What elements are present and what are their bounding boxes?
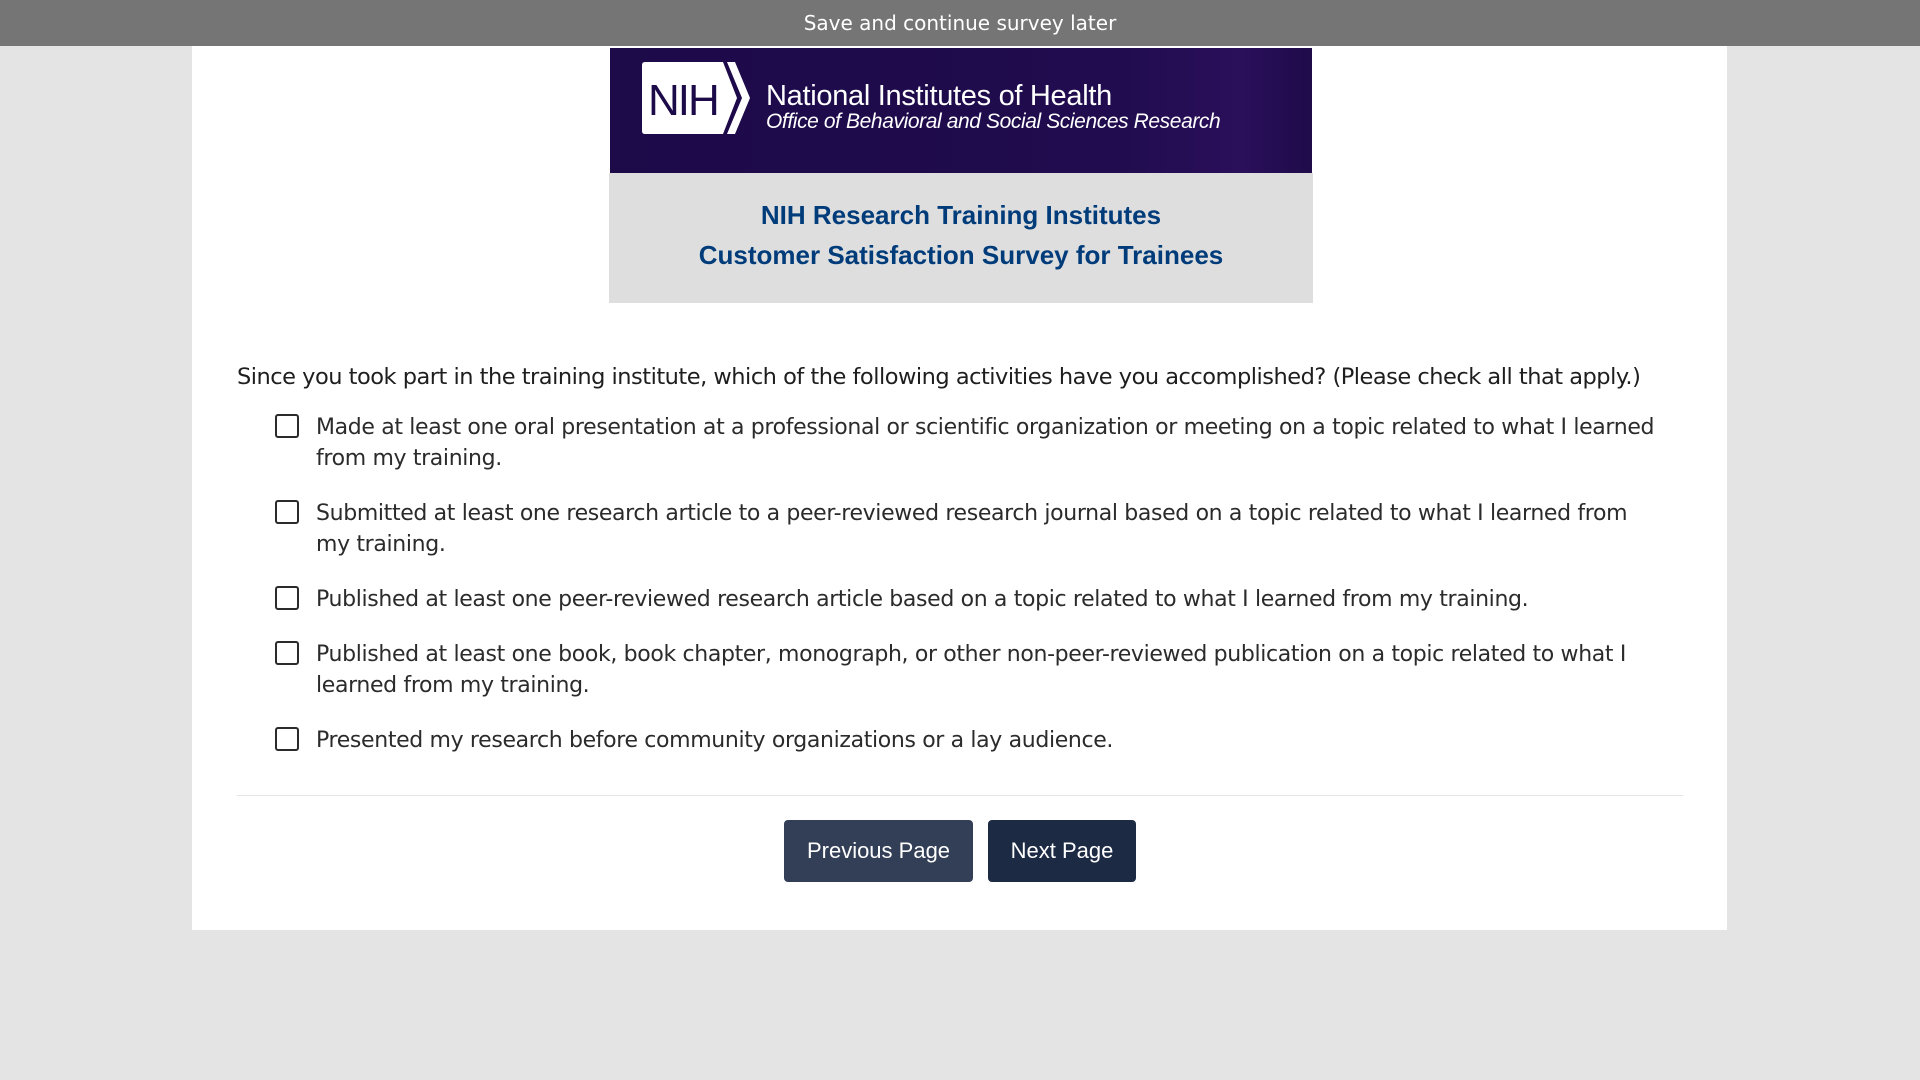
checkbox[interactable]	[275, 500, 299, 524]
survey-card	[192, 46, 1727, 930]
survey-title-panel	[609, 173, 1313, 303]
checkbox[interactable]	[275, 586, 299, 610]
org-name: National Institutes of Health	[766, 80, 1112, 112]
question-text: Since you took part in the training institute, which of the following activities have you accomplished? (Please check all that apply.)	[237, 364, 1641, 390]
previous-page-button[interactable]: Previous Page	[784, 820, 973, 882]
divider	[237, 795, 1683, 796]
checkbox[interactable]	[275, 727, 299, 751]
option-label[interactable]: Submitted at least one research article to a peer-reviewed research journal based on a topic related to what I learned from my training.	[316, 501, 1628, 557]
option-label[interactable]: Published at least one peer-reviewed research article based on a topic related to what I learned from my training.	[316, 587, 1529, 612]
survey-title-line2: Customer Satisfaction Survey for Trainees	[698, 240, 1224, 270]
checkbox[interactable]	[275, 414, 299, 438]
nih-header	[610, 48, 1312, 173]
nih-logo-text: NIH	[648, 76, 718, 125]
option-label[interactable]: Published at least one book, book chapter, monograph, or other non-peer-reviewed publication on a topic related to what I learned from my training.	[316, 642, 1626, 698]
save-later-bar	[0, 0, 1920, 46]
checkbox[interactable]	[275, 641, 299, 665]
org-subtitle: Office of Behavioral and Social Sciences Research	[766, 110, 1221, 133]
option-label[interactable]: Made at least one oral presentation at a professional or scientific organization or meeting on a topic related to what I learned from my training.	[316, 415, 1655, 471]
survey-header-banner	[609, 48, 1313, 303]
option-label[interactable]: Presented my research before community organizations or a lay audience.	[316, 728, 1114, 753]
next-page-button[interactable]: Next Page	[988, 820, 1136, 882]
survey-title-line1: NIH Research Training Institutes	[760, 200, 1162, 230]
save-continue-later-link[interactable]: Save and continue survey later	[803, 11, 1117, 35]
nih-logo-icon	[641, 60, 761, 136]
